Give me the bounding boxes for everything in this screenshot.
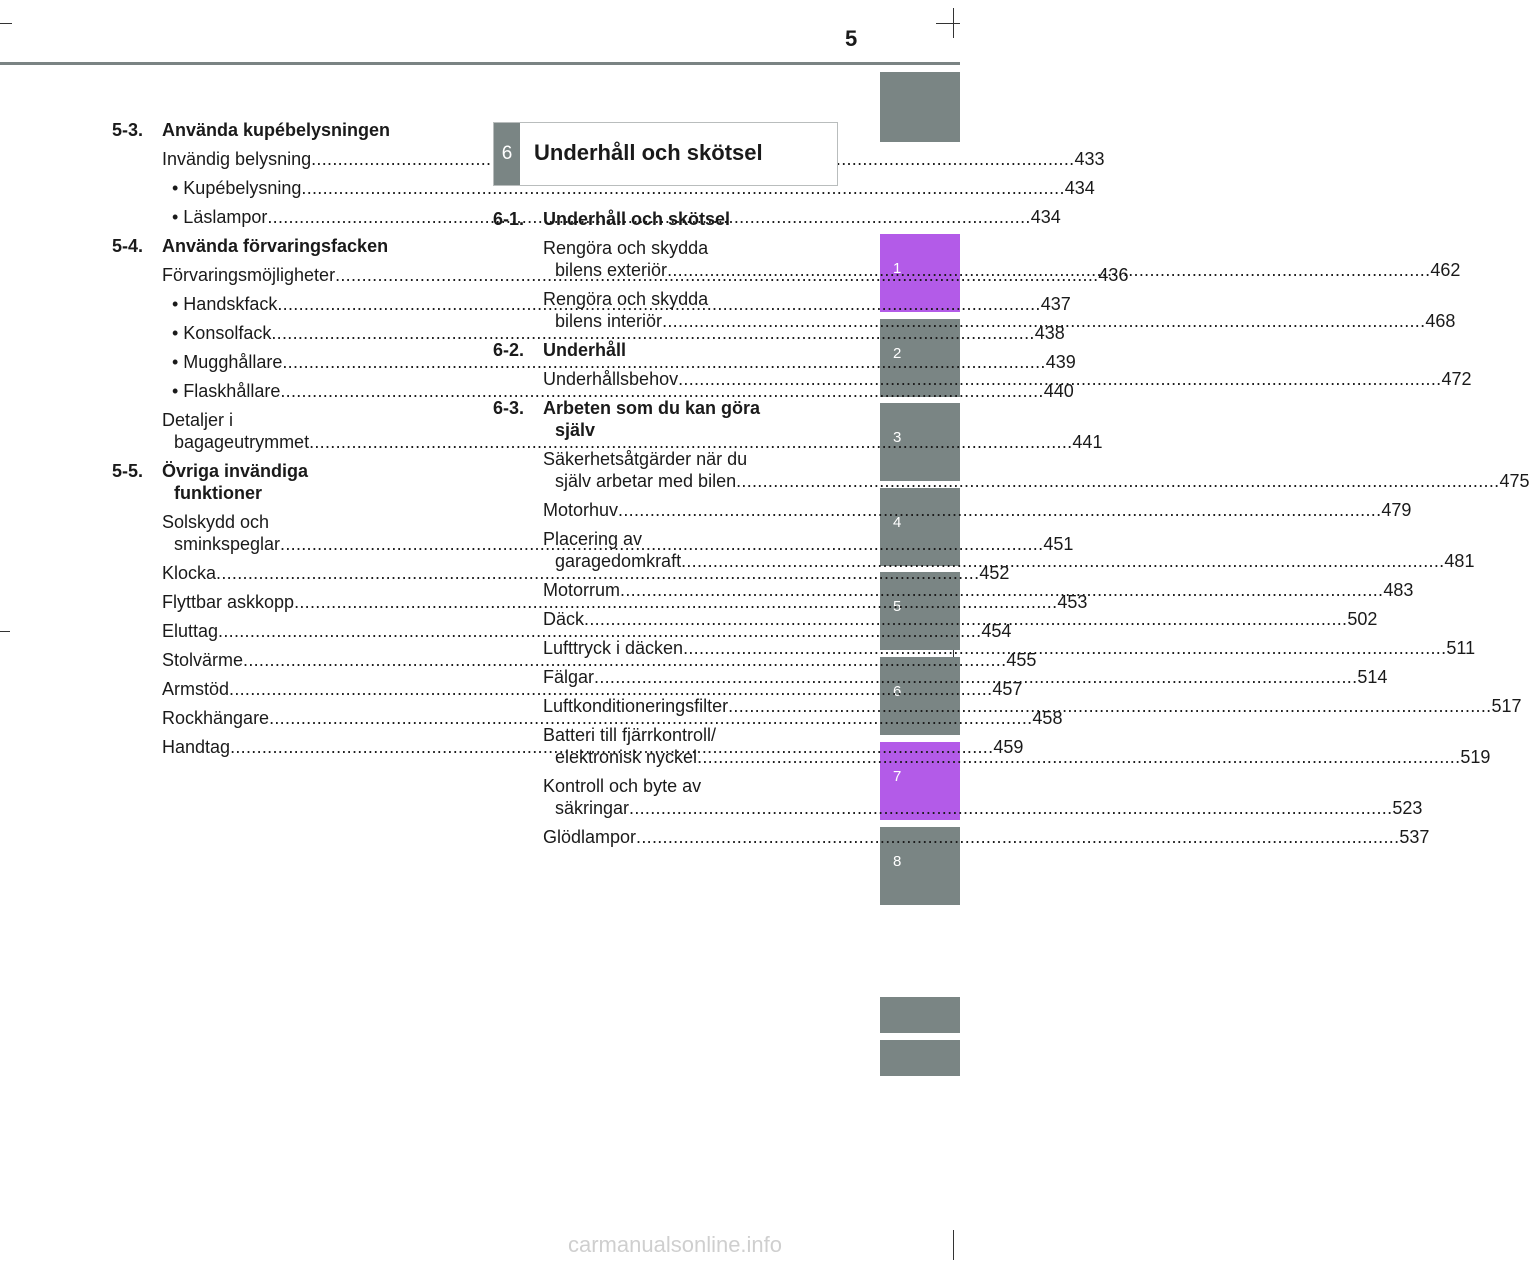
toc-item[interactable]: Rengöra och skydda bilens interiör ..... 468	[493, 288, 826, 332]
toc-item[interactable]: Motorhuv ..... 479	[493, 499, 826, 521]
section-heading[interactable]: 5-3. Använda kupébelysningen	[112, 120, 391, 140]
side-tab-2[interactable]: 2	[880, 319, 960, 397]
side-tab-3[interactable]: 3	[880, 403, 960, 481]
toc-item[interactable]: Luftkonditioneringsfilter ..... 517	[493, 695, 826, 717]
toc-item[interactable]: • Läslampor ..... 434	[112, 206, 445, 228]
toc-item[interactable]: Kontroll och byte av säkringar ..... 523	[493, 775, 826, 819]
side-tab-4[interactable]: 4	[880, 488, 960, 566]
toc-item[interactable]: Säkerhetsåtgärder när du själv arbetar med bilen ..... 475	[493, 448, 826, 492]
header-rule	[0, 62, 960, 65]
crop-mark	[953, 1230, 954, 1260]
side-tab-1[interactable]: 1	[880, 234, 960, 312]
toc-item[interactable]: • Konsolfack ..... 438	[112, 322, 445, 344]
toc-item[interactable]: Stolvärme ..... 455	[112, 649, 445, 671]
watermark: carmanualsonline.info	[568, 1232, 783, 1257]
toc-item[interactable]: Lufttryck i däcken ..... 511	[493, 637, 826, 659]
toc-item[interactable]: • Kupébelysning ..... 434	[112, 177, 445, 199]
crop-mark	[0, 23, 12, 24]
toc-item[interactable]: Eluttag ..... 454	[112, 620, 445, 642]
toc-item[interactable]: Flyttbar askkopp ..... 453	[112, 591, 445, 613]
toc-item[interactable]: Underhållsbehov ..... 472	[493, 368, 826, 390]
toc-item[interactable]: Klocka ..... 452	[112, 562, 445, 584]
toc-item[interactable]: • Flaskhållare ..... 440	[112, 380, 445, 402]
chapter-number: 6	[494, 123, 520, 185]
toc-item[interactable]: Solskydd och sminkspeglar ..... 451	[112, 511, 445, 555]
side-tab-appendix[interactable]	[880, 1040, 960, 1076]
toc-item[interactable]: Invändig belysning ..... 433	[112, 148, 445, 170]
toc-item[interactable]: Handtag ..... 459	[112, 736, 445, 758]
toc-item[interactable]: Förvaringsmöjligheter ..... 436	[112, 264, 445, 286]
toc-item[interactable]: Däck ..... 502	[493, 608, 826, 630]
toc-item[interactable]: Rengöra och skydda bilens exteriör ..... 462	[493, 237, 826, 281]
crop-mark	[0, 631, 10, 632]
toc-item[interactable]: Rockhängare ..... 458	[112, 707, 445, 729]
chapter-header[interactable]	[493, 122, 838, 186]
toc-item[interactable]: Detaljer i bagageutrymmet ..... 441	[112, 409, 445, 453]
toc-item[interactable]: • Handskfack ..... 437	[112, 293, 445, 315]
toc-item[interactable]: Batteri till fjärrkontroll/ elektronisk nyckel ..... 519	[493, 724, 826, 768]
crop-mark	[936, 23, 960, 24]
section-heading[interactable]: 6-3. Arbeten som du kan göra själv	[493, 398, 761, 440]
section-heading[interactable]: 5-5. Övriga invändiga funktioner	[112, 461, 309, 503]
toc-item[interactable]: • Mugghållare ..... 439	[112, 351, 445, 373]
toc-item[interactable]: Placering av garagedomkraft ..... 481	[493, 528, 826, 572]
page-number: 5	[845, 26, 858, 51]
side-tab-index[interactable]	[880, 997, 960, 1033]
section-heading[interactable]: 5-4. Använda förvaringsfacken	[112, 236, 389, 256]
side-tab-5[interactable]: 5	[880, 572, 960, 650]
side-tab-7[interactable]: 7	[880, 742, 960, 820]
toc-item[interactable]: Glödlampor ..... 537	[493, 826, 826, 848]
section-heading[interactable]: 6-1. Underhåll och skötsel	[493, 209, 731, 229]
side-tab-6[interactable]: 6	[880, 657, 960, 735]
toc-item[interactable]: Motorrum ..... 483	[493, 579, 826, 601]
section-heading[interactable]: 6-2. Underhåll	[493, 340, 627, 360]
toc-item[interactable]: Fälgar ..... 514	[493, 666, 826, 688]
chapter-title: Underhåll och skötsel	[534, 140, 763, 165]
side-tab-8[interactable]: 8	[880, 827, 960, 905]
side-tab-blank[interactable]	[880, 72, 960, 142]
toc-item[interactable]: Armstöd ..... 457	[112, 678, 445, 700]
